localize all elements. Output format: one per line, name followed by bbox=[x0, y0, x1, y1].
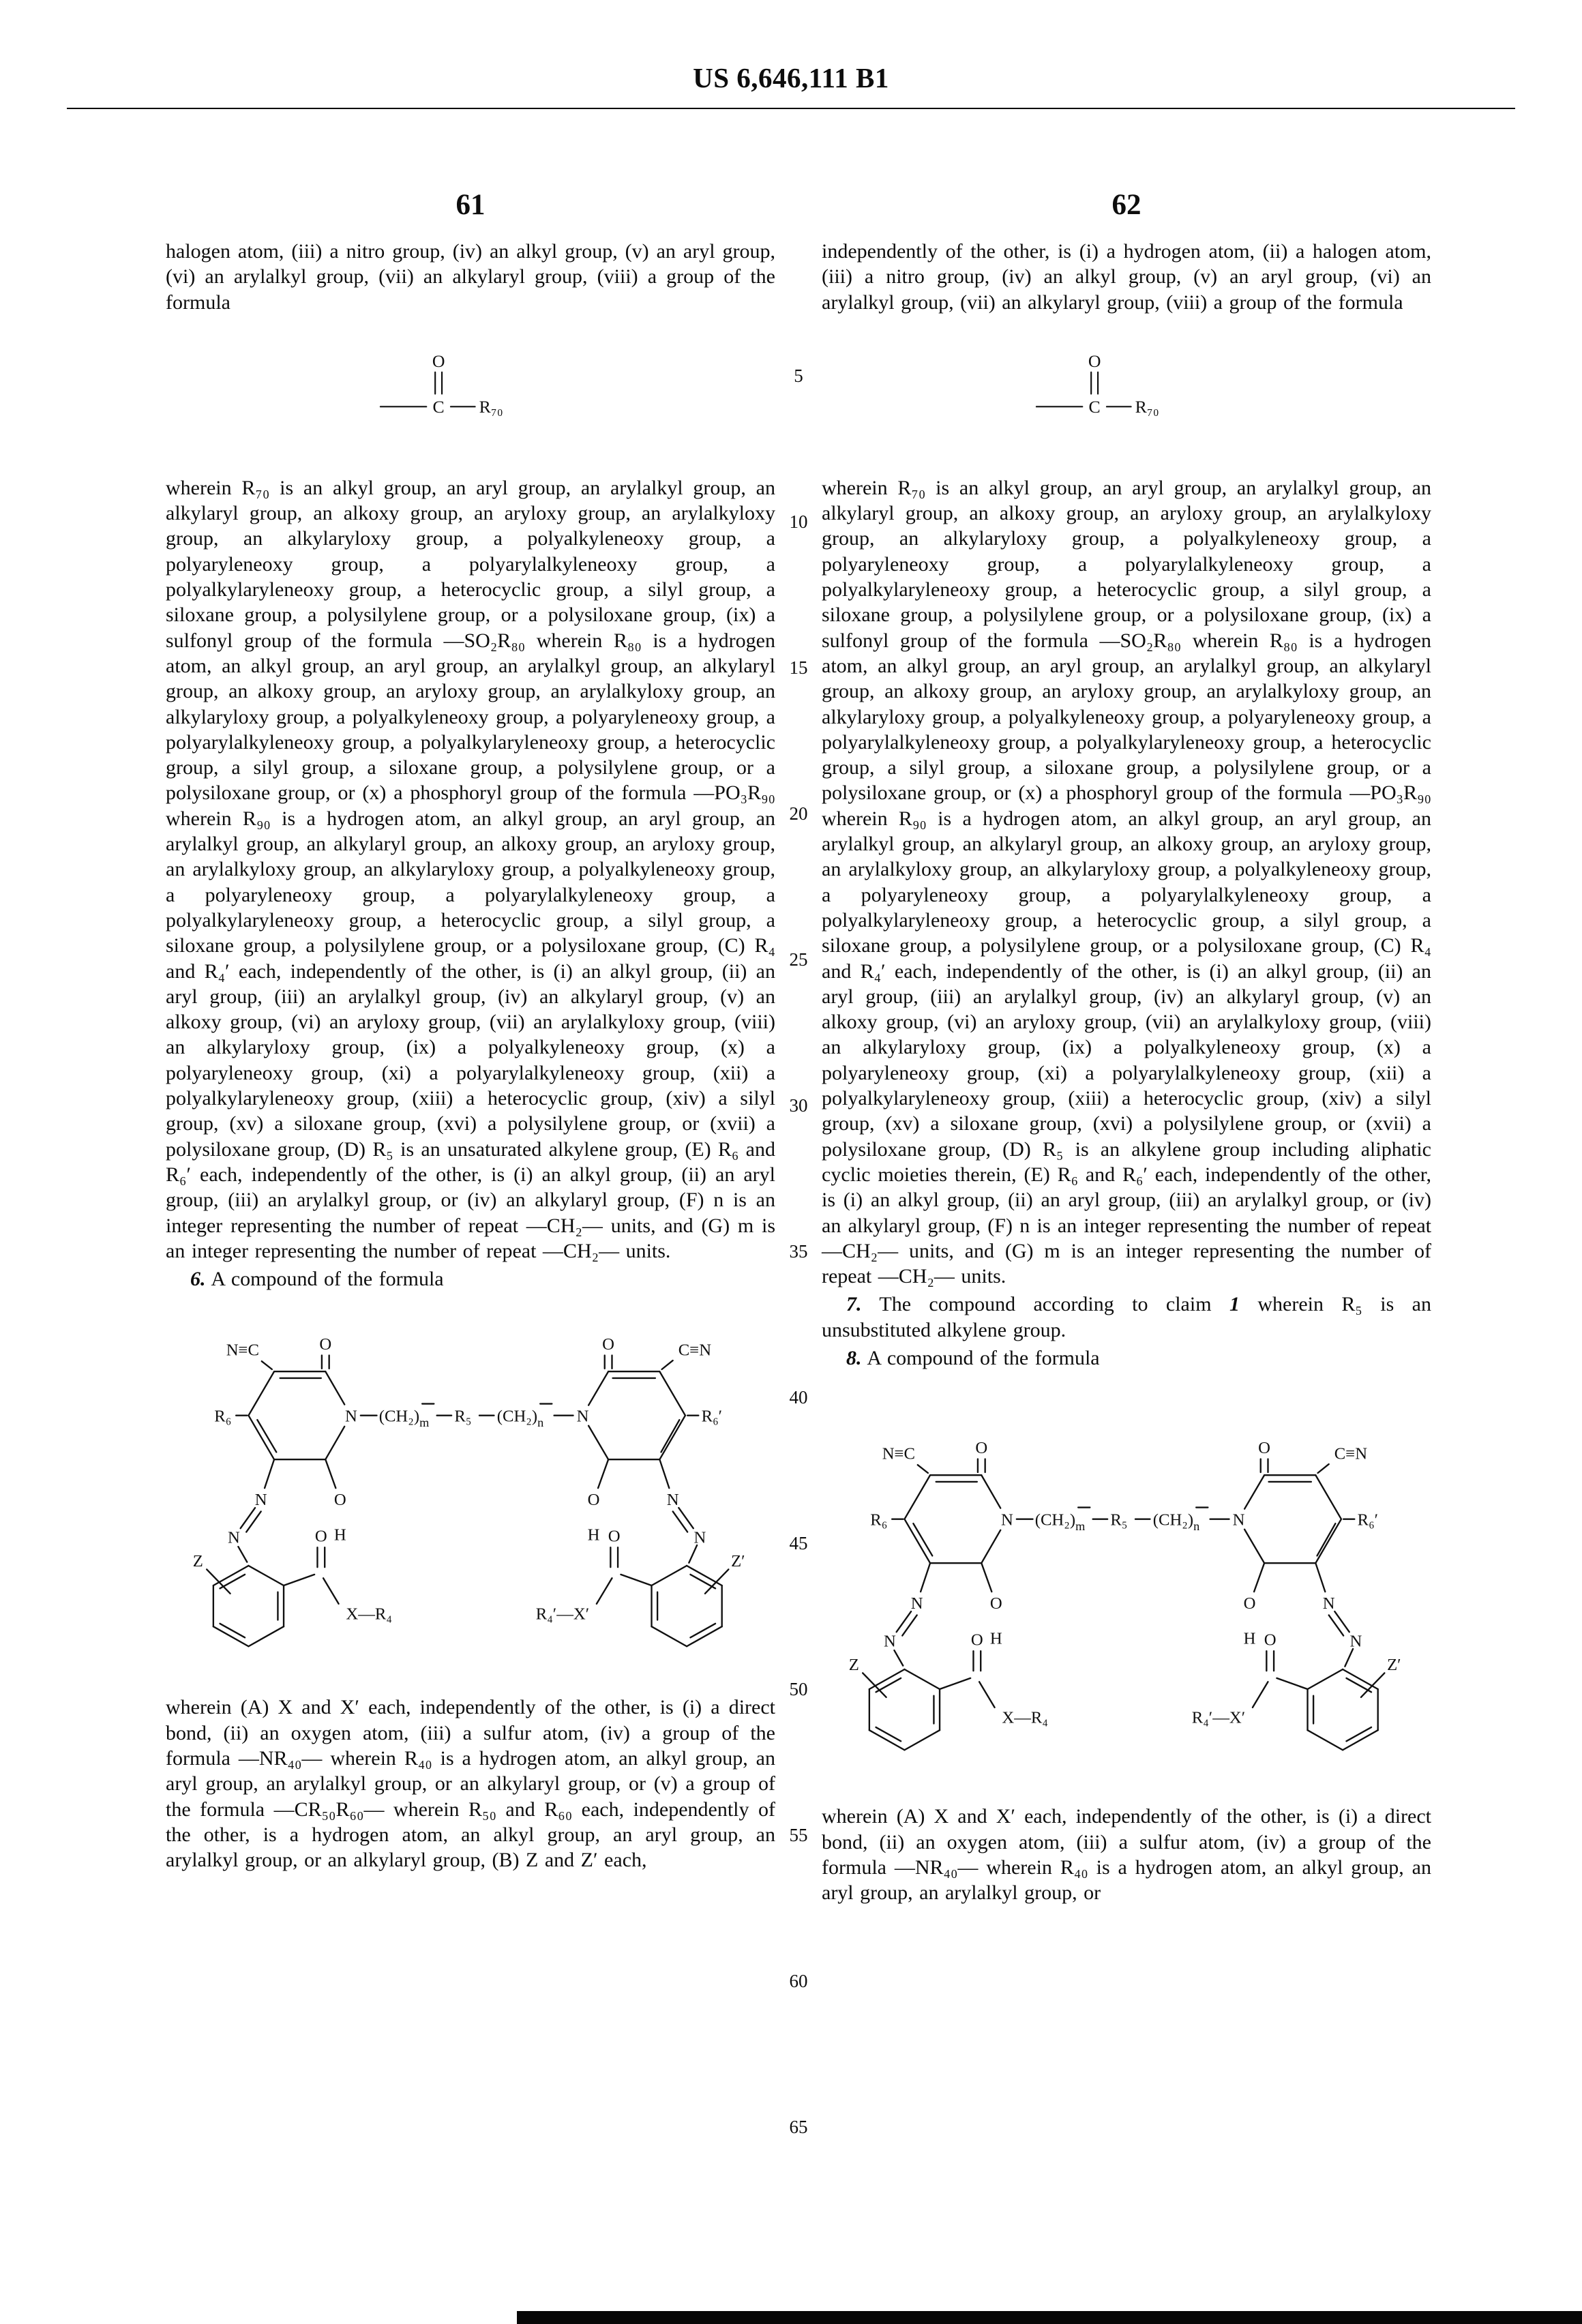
subscript-n: n bbox=[537, 1416, 544, 1430]
nitrile-label-right: C≡N bbox=[678, 1341, 712, 1360]
r70-label: R₇₀ bbox=[1135, 397, 1159, 417]
ring-nitrogen-right: N bbox=[1232, 1510, 1245, 1530]
wherein-x-paragraph-left: wherein (A) X and X′ each, independently of the other, is (i) a direct bond, (ii) an oxygen atom, (iii) a sulfur atom, (iv) a group of the formula —NR₄₀— wherein R₄₀ is a hydrogen atom, an alkyl group, an aryl group, an arylalkyl group, or an alkylaryl group, or (v) a group of the formula —CR₅₀R₆₀— wherein R₅₀ and R₆₀ each, independently of the other, is a hydrogen atom, an alkyl group, an aryl group, an arylalkyl group, or an alkylaryl group, (B) Z and Z′ each, bbox=[166, 1696, 775, 1872]
line-number: 5 bbox=[794, 366, 803, 386]
oxygen-label: O bbox=[1088, 351, 1101, 371]
left-pyridone-ring bbox=[892, 1459, 1000, 1564]
azo-nitrogen-2-left: N bbox=[884, 1632, 896, 1651]
ketone-oxygen-left: O bbox=[975, 1439, 988, 1458]
azo-nitrogen-1-right: N bbox=[1322, 1594, 1335, 1613]
line-number: 65 bbox=[789, 2117, 808, 2137]
carbonyl-formula-drawing bbox=[1030, 346, 1178, 441]
nitrile-label-left: N≡C bbox=[226, 1341, 259, 1360]
claim-7-body-1: The compound according to claim bbox=[861, 1293, 1229, 1316]
nitrile-label-left: N≡C bbox=[882, 1444, 915, 1463]
claim-1-reference: 1 bbox=[1229, 1293, 1240, 1316]
r5-label: R₅ bbox=[1110, 1510, 1128, 1530]
azo-bonds-left bbox=[238, 1460, 335, 1562]
bis-azo-pyridone-structure bbox=[822, 1424, 1430, 1768]
carbonyl-formula-left bbox=[374, 346, 522, 441]
enol-oxygen-right: O bbox=[587, 1491, 600, 1510]
azo-bonds-left bbox=[894, 1563, 991, 1665]
enol-oxygen-left: O bbox=[989, 1594, 1002, 1613]
right-column bbox=[822, 239, 1431, 1906]
line-number: 50 bbox=[789, 1679, 808, 1699]
carbonyl-bonds bbox=[1036, 372, 1131, 407]
ring-nitrogen-right: N bbox=[576, 1407, 589, 1426]
carbonyl-formula-drawing bbox=[374, 346, 522, 441]
azo-bonds-right bbox=[1254, 1563, 1353, 1667]
claim-7-body-2: wherein R₅ is an unsubstituted alkylene group. bbox=[822, 1293, 1431, 1341]
line-number: 10 bbox=[789, 511, 808, 532]
azo-nitrogen-1-left: N bbox=[910, 1594, 923, 1613]
oxygen-label: O bbox=[432, 351, 445, 371]
claim-6-heading bbox=[166, 1266, 775, 1292]
azo-nitrogen-2-left: N bbox=[228, 1529, 240, 1548]
r4-prime-x-prime-label: R₄′—X′ bbox=[535, 1605, 590, 1624]
r6-prime-label: R₆′ bbox=[701, 1407, 723, 1426]
ch2m-label bbox=[1035, 1511, 1086, 1534]
left-benzene-ring bbox=[863, 1669, 940, 1750]
line-number: 55 bbox=[789, 1825, 808, 1845]
subscript-m: m bbox=[1075, 1519, 1086, 1534]
right-benzene-ring bbox=[1308, 1669, 1385, 1750]
carbonyl-bonds-right bbox=[1253, 1651, 1308, 1708]
subscript-n: n bbox=[1193, 1519, 1200, 1534]
r4-prime-x-prime-label: R₄′—X′ bbox=[1191, 1708, 1246, 1727]
line-number: 35 bbox=[789, 1241, 808, 1262]
z-label: Z bbox=[848, 1656, 859, 1675]
left-continuation-paragraph: halogen atom, (iii) a nitro group, (iv) an alkyl group, (v) an aryl group, (vi) an arylalkyl group, (vii) an alkylaryl group, (viii) a group of the formula bbox=[166, 240, 775, 314]
r5-label: R₅ bbox=[454, 1407, 472, 1426]
line-number: 30 bbox=[789, 1095, 808, 1116]
claim-8-structure bbox=[822, 1424, 1430, 1768]
left-column bbox=[166, 239, 775, 1873]
right-pyridone-ring bbox=[588, 1356, 698, 1460]
r6-label: R₆ bbox=[214, 1407, 232, 1426]
ch2n-label bbox=[497, 1407, 544, 1430]
azo-nitrogen-2-right: N bbox=[693, 1529, 706, 1548]
azo-nitrogen-1-left: N bbox=[254, 1491, 267, 1510]
right-continuation-paragraph: independently of the other, is (i) a hydrogen atom, (ii) a halogen atom, (iii) a nitro group, (iv) an alkyl group, (v) an aryl group, (vi) an arylalkyl group, (vii) an alkylaryl group, (viii) a group of the formula bbox=[822, 240, 1431, 314]
azo-bonds-right bbox=[598, 1460, 697, 1564]
ch2-fragment: (CH₂) bbox=[1152, 1510, 1194, 1530]
r6-prime-label: R₆′ bbox=[1357, 1510, 1379, 1530]
claim-8-heading bbox=[822, 1345, 1431, 1371]
claim-6-number: 6. bbox=[190, 1268, 206, 1291]
line-number: 15 bbox=[789, 657, 808, 678]
carbon-label: C bbox=[432, 397, 445, 417]
ch2-fragment: (CH₂) bbox=[1034, 1510, 1076, 1530]
x-r4-label: X—R₄ bbox=[346, 1605, 393, 1624]
hydrogen-left: H bbox=[333, 1525, 346, 1545]
line-number: 20 bbox=[789, 803, 808, 824]
ch2m-label bbox=[379, 1407, 430, 1430]
right-benzene-ring bbox=[652, 1566, 729, 1646]
acyl-oxygen-right: O bbox=[1264, 1630, 1277, 1650]
patent-number: US 6,646,111 B1 bbox=[693, 62, 889, 93]
carbonyl-bonds-left bbox=[284, 1548, 339, 1605]
claim-8-number: 8. bbox=[846, 1346, 862, 1369]
ring-nitrogen-left: N bbox=[1000, 1510, 1013, 1530]
x-r4-label: X—R₄ bbox=[1002, 1708, 1049, 1727]
ch2-fragment: (CH₂) bbox=[496, 1407, 538, 1426]
r6-label: R₆ bbox=[870, 1510, 888, 1530]
azo-nitrogen-1-right: N bbox=[666, 1491, 679, 1510]
acyl-oxygen-left: O bbox=[970, 1630, 983, 1650]
wherein-r70-paragraph-right: wherein R₇₀ is an alkyl group, an aryl group, an arylalkyl group, an alkylaryl group, an alkoxy group, an aryloxy group, an arylalkyloxy group, an alkylaryloxy group, a polyalkyleneoxy group, a polyaryleneoxy group, a polyarylalkyleneoxy group, a polyalkylaryleneoxy group, a heterocyclic group, a silyl group, a siloxane group, a polysilylene group, or a polysiloxane group, (ix) a sulfonyl group of the formula —SO₂R₈₀ wherein R₈₀ is a hydrogen atom, an alkyl group, an aryl group, an arylalkyl group, an alkylaryl group, an alkoxy group, an aryloxy group, an arylalkyloxy group, an alkylaryloxy group, a polyalkyleneoxy group, a polyaryleneoxy group, a polyarylalkyleneoxy group, a polyalkylaryleneoxy group, a heterocyclic group, a silyl group, a siloxane group, a polysilylene group, or a polysiloxane group, or (x) a phosphoryl group of the formula —PO₃R₉₀ wherein R₉₀ is a hydrogen atom, an alkyl group, an aryl group, an arylalkyl group, an alkylaryl group, an alkoxy group, an aryloxy group, an arylalkyloxy group, an alkylaryloxy group, a polyalkyleneoxy group, a polyaryleneoxy group, a polyarylalkyleneoxy group, a polyalkylaryleneoxy group, a heterocyclic group, a silyl group, a siloxane group, a polysilylene group, or a polysiloxane group, (C) R₄ and R₄′ each, independently of the other, is (i) an alkyl group, (ii) an aryl group, (iii) an arylalkyl group, (iv) an alkylaryl group, (v) an alkoxy group, (vi) an aryloxy group, (vii) an arylalkyloxy group, (viii) an alkylaryloxy group, (ix) a polyalkyleneoxy group, (x) a polyaryleneoxy group, (xi) a polyarylalkyleneoxy group, (xii) a polyalkylaryleneoxy group, (xiii) a heterocyclic group, (xiv) a silyl group, (xv) a siloxane group, (xvi) a polysilylene group, or (xvii) a polysiloxane group, (D) R₅ is an alkylene group including aliphatic cyclic moieties therein, (E) R₆ and R₆′ each, independently of the other, is (i) an alkyl group, (ii) an aryl group, (iii) an arylalkyl group, or (iv) an alkylaryl group, (F) n is an integer representing the number of repeat —CH₂— units, and (G) m is an integer representing the number of repeat —CH₂— units. bbox=[822, 476, 1431, 1288]
left-pyridone-ring bbox=[236, 1356, 344, 1460]
bis-azo-pyridone-structure bbox=[166, 1320, 774, 1665]
acyl-oxygen-left: O bbox=[314, 1527, 327, 1546]
ketone-oxygen-right: O bbox=[602, 1335, 615, 1354]
right-pyridone-ring bbox=[1244, 1459, 1354, 1564]
line-number: 45 bbox=[789, 1533, 808, 1553]
z-label: Z bbox=[192, 1552, 203, 1571]
ch2n-label bbox=[1153, 1511, 1200, 1534]
nitrile-label-right: C≡N bbox=[1334, 1444, 1368, 1463]
scan-artifact-bar bbox=[517, 2311, 1582, 2324]
header-rule bbox=[67, 108, 1515, 109]
ring-nitrogen-left: N bbox=[344, 1407, 357, 1426]
line-number: 60 bbox=[789, 1971, 808, 1991]
azo-nitrogen-2-right: N bbox=[1349, 1632, 1362, 1651]
hydrogen-right: H bbox=[587, 1525, 600, 1545]
claim-6-text: A compound of the formula bbox=[205, 1268, 444, 1291]
column-number-right: 62 bbox=[1111, 189, 1141, 221]
wherein-x-paragraph-right: wherein (A) X and X′ each, independently of the other, is (i) a direct bond, (ii) an oxygen atom, (iii) a sulfur atom, (iv) a group of the formula —NR₄₀— wherein R₄₀ is a hydrogen atom, an alkyl group, an aryl group, an arylalkyl group, or bbox=[822, 1805, 1431, 1905]
claim-8-text: A compound of the formula bbox=[861, 1346, 1100, 1369]
z-prime-label: Z′ bbox=[731, 1552, 745, 1571]
line-number: 25 bbox=[789, 949, 808, 970]
subscript-m: m bbox=[419, 1416, 430, 1430]
claim-6-structure bbox=[166, 1320, 774, 1665]
carbonyl-formula-right bbox=[1030, 346, 1178, 441]
left-benzene-ring bbox=[207, 1566, 284, 1646]
r70-label: R₇₀ bbox=[479, 397, 503, 417]
claim-7-text bbox=[822, 1292, 1431, 1343]
enol-oxygen-right: O bbox=[1243, 1594, 1256, 1613]
carbonyl-bonds-left bbox=[940, 1651, 995, 1708]
acyl-oxygen-right: O bbox=[608, 1527, 621, 1546]
wherein-r70-paragraph-left: wherein R₇₀ is an alkyl group, an aryl group, an arylalkyl group, an alkylaryl group, an alkoxy group, an aryloxy group, an arylalkyloxy group, an alkylaryloxy group, a polyalkyleneoxy group, a polyaryleneoxy group, a polyarylalkyleneoxy group, a polyalkylaryleneoxy group, a heterocyclic group, a silyl group, a siloxane group, a polysilylene group, or a polysiloxane group, (ix) a sulfonyl group of the formula —SO₂R₈₀ wherein R₈₀ is a hydrogen atom, an alkyl group, an aryl group, an arylalkyl group, an alkylaryl group, an alkoxy group, an aryloxy group, an arylalkyloxy group, an alkylaryloxy group, a polyalkyleneoxy group, a polyaryleneoxy group, a polyarylalkyleneoxy group, a polyalkylaryleneoxy group, a heterocyclic group, a silyl group, a siloxane group, a polysilylene group, or a polysiloxane group, or (x) a phosphoryl group of the formula —PO₃R₉₀ wherein R₉₀ is a hydrogen atom, an alkyl group, an aryl group, an arylalkyl group, an alkylaryl group, an alkoxy group, an aryloxy group, an arylalkyloxy group, an alkylaryloxy group, a polyalkyleneoxy group, a polyaryleneoxy group, a polyarylalkyleneoxy group, a polyalkylaryleneoxy group, a heterocyclic group, a silyl group, a siloxane group, a polysilylene group, or a polysiloxane group, (C) R₄ and R₄′ each, independently of the other, is (i) an alkyl group, (ii) an aryl group, (iii) an arylalkyl group, (iv) an alkylaryl group, (v) an alkoxy group, (vi) an aryloxy group, (vii) an arylalkyloxy group, (viii) an alkylaryloxy group, (ix) a polyalkyleneoxy group, (x) a polyaryleneoxy group, (xi) a polyarylalkyleneoxy group, (xii) a polyalkylaryleneoxy group, (xiii) a heterocyclic group, (xiv) a silyl group, (xv) a siloxane group, (xvi) a polysilylene group, or (xvii) a polysiloxane group, (D) R₅ is an unsaturated alkylene group, (E) R₆ and R₆′ each, independently of the other, is (i) an alkyl group, (ii) an aryl group, (iii) an arylalkyl group, or (iv) an alkylaryl group, (F) n is an integer representing the number of repeat —CH₂— units, and (G) m is an integer representing the number of repeat —CH₂— units. bbox=[166, 476, 775, 1262]
column-number-left: 61 bbox=[456, 189, 486, 221]
hydrogen-right: H bbox=[1243, 1629, 1256, 1648]
carbonyl-bonds-right bbox=[597, 1548, 652, 1605]
line-number: 40 bbox=[789, 1387, 808, 1407]
carbon-label: C bbox=[1088, 397, 1101, 417]
claim-7-number: 7. bbox=[846, 1293, 862, 1316]
carbonyl-bonds bbox=[380, 372, 475, 407]
ketone-oxygen-left: O bbox=[319, 1335, 332, 1354]
enol-oxygen-left: O bbox=[333, 1491, 346, 1510]
ketone-oxygen-right: O bbox=[1258, 1439, 1271, 1458]
ch2-fragment: (CH₂) bbox=[378, 1407, 420, 1426]
hydrogen-left: H bbox=[989, 1629, 1002, 1648]
z-prime-label: Z′ bbox=[1387, 1656, 1401, 1675]
